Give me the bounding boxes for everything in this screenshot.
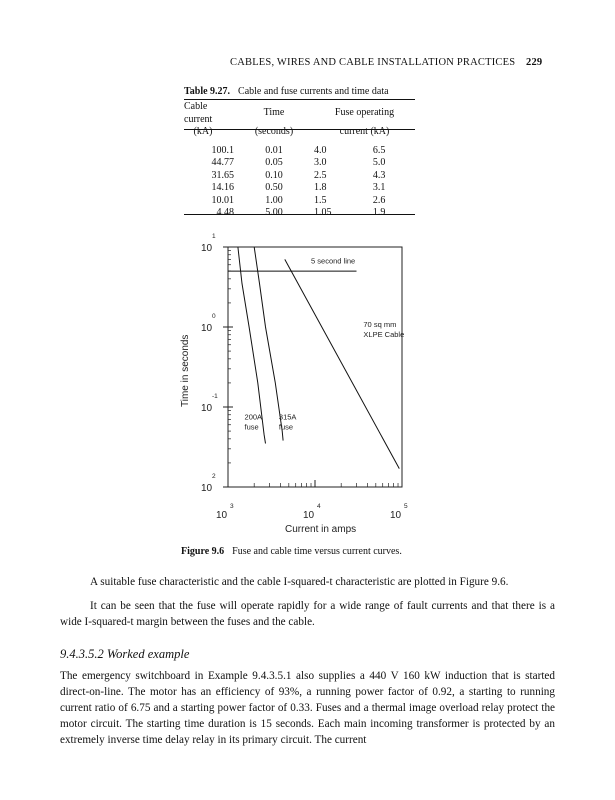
paragraph-3: The emergency switchboard in Example 9.4.3.5.1 also supplies a 440 V 160 kW induction that is started direct-on-line. The motor has an efficiency of 93%, a running power factor of 0.92, a starting to running current ratio of 6.75 and a starting power factor of 0.33. Fuses and a thermal image overload relay protect the motor circuit. The starting time duration is 15 seconds. Each main incoming transformer is protected by an extremely inverse time delay relay in its primary circuit. The current [60, 670, 555, 746]
chart-annotation: fuse [244, 422, 259, 432]
y-tick-label: 10 [201, 243, 213, 254]
chart-annotation: 200A [244, 412, 263, 422]
y-tick-label: 10 [201, 323, 213, 334]
cell: 5.0 [372, 157, 386, 168]
cell: 100.1 [211, 144, 234, 156]
cell: 14.16 [211, 182, 234, 193]
cell: 5.00 [265, 207, 283, 218]
table-label: Table 9.27. [184, 86, 231, 97]
cell: 1.05 [314, 207, 332, 218]
cell: 3.1 [372, 182, 386, 193]
plot-labels [180, 233, 408, 535]
x-tick-label: 10 [216, 510, 228, 521]
y-tick-exponent: -1 [212, 393, 218, 400]
col-unit: (kA) [193, 126, 213, 137]
plot-ticks [223, 247, 405, 487]
col-header: Time [263, 107, 285, 119]
y-tick-label: 10 [201, 483, 213, 494]
plot-border [228, 247, 405, 487]
x-tick-exponent: 3 [230, 503, 234, 510]
cell: 4.3 [372, 169, 386, 181]
col-unit: (seconds) [254, 126, 294, 137]
x-tick-label: 10 [303, 510, 315, 521]
y-axis-title: Time in seconds [180, 334, 191, 407]
series-line-3 [285, 256, 400, 468]
cell: 0.10 [265, 169, 283, 181]
chart-annotation: 70 sq mm [363, 320, 397, 329]
x-axis-title: Current in amps [285, 524, 357, 535]
cell: 4.0 [314, 144, 327, 156]
paragraph-1: A suitable fuse characteristic and the cable I-squared-t characteristic are plotted in Figure 9.6. [90, 576, 509, 588]
running-title: CABLES, WIRES AND CABLE INSTALLATION PRACTICES [230, 57, 516, 68]
cell: 44.77 [211, 157, 234, 168]
cell: 2.5 [314, 169, 327, 181]
chart-annotation: 315A [278, 412, 297, 422]
y-tick-exponent: 1 [212, 233, 216, 240]
cell: 2.6 [372, 194, 386, 206]
table-caption-text: Cable and fuse currents and time data [238, 86, 389, 97]
cell: 1.9 [372, 207, 386, 218]
cell: 1.5 [314, 194, 327, 206]
plot-frame [228, 247, 405, 487]
figure-caption [181, 546, 402, 557]
paragraph-2: It can be seen that the fuse will operate rapidly for a wide range of fault currents and that there is a wide I-squared-t margin between the fuses and the cable. [60, 600, 555, 628]
section-subheading: 9.4.3.5.2 Worked example [60, 647, 190, 661]
chart-annotation: fuse [278, 422, 294, 432]
plot-series [228, 247, 399, 469]
y-tick-label: 10 [201, 403, 213, 414]
x-tick-exponent: 5 [404, 503, 408, 510]
cell: 4.48 [216, 207, 234, 218]
y-tick-exponent: 0 [212, 313, 216, 320]
col-header: Cable current [184, 101, 213, 125]
figure-label: Figure 9.6 [181, 546, 225, 557]
cell: 1.8 [314, 182, 327, 193]
page-number: 229 [526, 57, 543, 68]
cell: 31.65 [211, 169, 234, 181]
cell: 3.0 [314, 157, 327, 168]
col-unit: current (kA) [339, 126, 390, 137]
y-tick-exponent: 2 [212, 473, 216, 480]
cell: 0.01 [265, 144, 283, 156]
x-tick-exponent: 4 [317, 503, 321, 510]
cell: 6.5 [372, 144, 386, 156]
cell: 0.05 [265, 157, 283, 168]
cell: 1.00 [265, 194, 283, 206]
chart-annotation: 5 second line [311, 256, 356, 266]
cell: 10.01 [211, 194, 234, 206]
cell: 0.50 [265, 182, 283, 193]
chart-annotation: XLPE Cable [363, 329, 405, 339]
x-tick-label: 10 [390, 510, 402, 521]
col-header: Fuse operating [334, 107, 395, 119]
figure-caption-text: Fuse and cable time versus current curves. [232, 546, 402, 557]
